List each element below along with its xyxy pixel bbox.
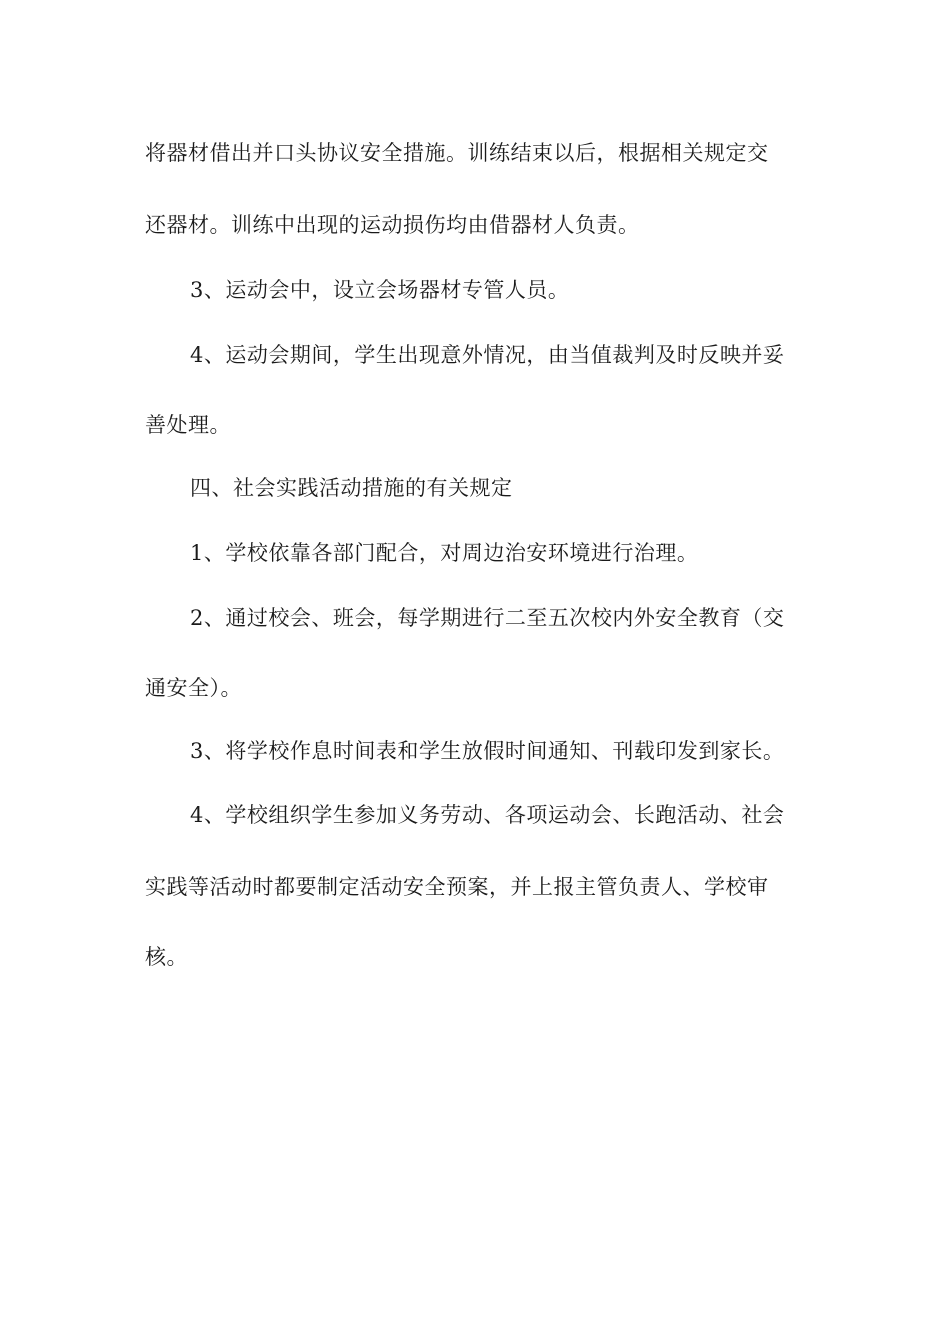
paragraph-line: 实践等活动时都要制定活动安全预案，并上报主管负责人、学校审 xyxy=(145,875,769,899)
section-heading: 四、社会实践活动措施的有关规定 xyxy=(190,476,513,500)
paragraph-line: 还器材。训练中出现的运动损伤均由借器材人负责。 xyxy=(145,213,640,237)
paragraph-line: 通安全）。 xyxy=(145,676,242,700)
paragraph-line: 4、学校组织学生参加义务劳动、各项运动会、长跑活动、社会 xyxy=(190,803,785,827)
paragraph-line: 3、运动会中，设立会场器材专管人员。 xyxy=(190,278,570,302)
paragraph-line: 将器材借出并口头协议安全措施。训练结束以后，根据相关规定交 xyxy=(145,141,769,165)
paragraph-line: 核。 xyxy=(145,945,188,969)
paragraph-line: 1、学校依靠各部门配合，对周边治安环境进行治理。 xyxy=(190,541,699,565)
paragraph-line: 善处理。 xyxy=(145,413,231,437)
paragraph-line: 4、运动会期间，学生出现意外情况，由当值裁判及时反映并妥 xyxy=(190,343,785,367)
paragraph-line: 2、通过校会、班会，每学期进行二至五次校内外安全教育（交 xyxy=(190,606,785,630)
paragraph-line: 3、将学校作息时间表和学生放假时间通知、刊载印发到家长。 xyxy=(190,739,785,763)
